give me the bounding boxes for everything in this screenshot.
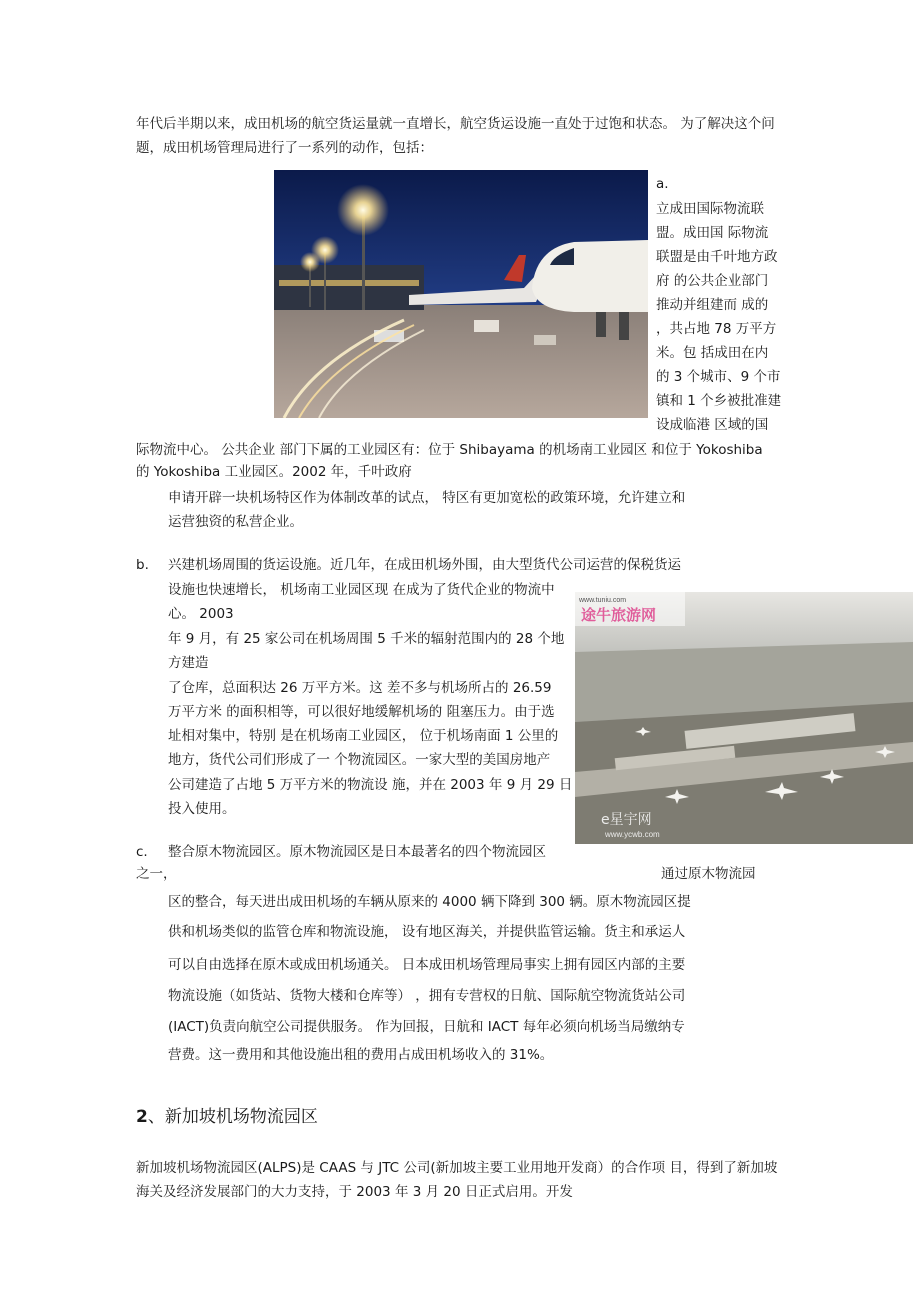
airport-night-photo: [274, 170, 648, 418]
item-b-line: 方建造: [168, 655, 209, 671]
aerial-airport-photo: [575, 592, 913, 844]
item-c-line: 营费。这一费用和其他设施出租的费用占成田机场收入的 31%。: [168, 1047, 554, 1063]
intro-line-2: 题，成田机场管理局进行了一系列的动作，包括：: [136, 140, 433, 156]
item-c-second-right: 通过原木物流园: [661, 866, 756, 882]
item-b-line: 公司建造了占地 5 万平方米的物流设 施，并在 2003 年 9 月 29 日: [168, 777, 573, 793]
item-a-side-line: 推动并组建而 成的: [656, 297, 769, 313]
item-a-indent-line: 申请开辟一块机场特区作为体制改革的试点， 特区有更加宽松的政策环境，允许建立和: [168, 490, 686, 506]
watermark-bottom: e星宇网: [601, 812, 652, 828]
item-b-marker: b.: [136, 557, 149, 573]
watermark-url-bottom: www.ycwb.com: [605, 830, 660, 839]
item-c-marker: c.: [136, 844, 148, 860]
section-number: 2: [136, 1107, 148, 1127]
item-b-line: 万平方米 的面积相等，可以很好地缓解机场的 阻塞压力。由于选: [168, 704, 555, 720]
item-a-side-line: 设成临港 区域的国: [656, 417, 769, 433]
item-a-indent-line: 运营独资的私营企业。: [168, 514, 303, 530]
item-a-side-line: 联盟是由千叶地方政: [656, 249, 778, 265]
item-c-second-left: 之一，: [136, 866, 177, 882]
item-a-side-line: 镇和 1 个乡被批准建: [656, 393, 782, 409]
item-a-full-line: 的 Yokoshiba 工业园区。2002 年，千叶政府: [136, 464, 412, 480]
item-a-side-line: 的 3 个城市、9 个市: [656, 369, 781, 385]
item-a-side-line: a.: [656, 176, 669, 192]
item-c-line: 供和机场类似的监管仓库和物流设施， 设有地区海关，并提供监管运输。货主和承运人: [168, 924, 686, 940]
section-2-line: 新加坡机场物流园区(ALPS)是 CAAS 与 JTC 公司(新加坡主要工业用地开发商）的合作项 目，得到了新加坡: [136, 1160, 778, 1176]
item-b-line: 心。 2003: [168, 606, 234, 622]
section-title: 、新加坡机场物流园区: [147, 1107, 318, 1127]
item-b-line: 地方，货代公司们形成了一 个物流园区。一家大型的美国房地产: [168, 752, 551, 768]
intro-line-1: 年代后半期以来，成田机场的航空货运量就一直增长，航空货运设施一直处于过饱和状态。 为了解决这个问: [136, 116, 775, 132]
item-c-line: 可以自由选择在原木或成田机场通关。 日本成田机场管理局事实上拥有园区内部的主要: [168, 957, 686, 973]
item-a-side-line: 府 的公共企业部门: [656, 273, 769, 289]
watermark-top: 途牛旅游网: [581, 606, 657, 624]
watermark-url-top: www.tuniu.com: [579, 597, 627, 604]
item-b-line: 了仓库，总面积达 26 万平方米。这 差不多与机场所占的 26.59: [168, 680, 552, 696]
section-2-line: 海关及经济发展部门的大力支持，于 2003 年 3 月 20 日正式启用。开发: [136, 1184, 573, 1200]
item-c-line: 物流设施（如货站、货物大楼和仓库等） ，拥有专营权的日航、国际航空物流货站公司: [168, 988, 686, 1004]
item-a-side-line: 立成田国际物流联: [656, 201, 764, 217]
item-b-line: 址相对集中，特别 是在机场南工业园区， 位于机场南面 1 公里的: [168, 728, 559, 744]
item-a-side-line: 盟。成田国 际物流: [656, 225, 769, 241]
item-a-side-line: 米。包 括成田在内: [656, 345, 769, 361]
item-b-line: 投入使用。: [168, 801, 236, 817]
item-c-first-line: 整合原木物流园区。原木物流园区是日本最著名的四个物流园区: [168, 844, 546, 860]
item-b-line: 年 9 月，有 25 家公司在机场周围 5 千米的辐射范围内的 28 个地: [168, 631, 565, 647]
item-a-full-line: 际物流中心。 公共企业 部门下属的工业园区有：位于 Shibayama 的机场南工业园区 和位于 Yokoshiba: [136, 442, 763, 458]
item-b-line: 设施也快速增长， 机场南工业园区现 在成为了货代企业的物流中: [168, 582, 555, 598]
item-b-first-line: 兴建机场周围的货运设施。近几年，在成田机场外围，由大型货代公司运营的保税货运: [168, 557, 681, 573]
item-c-line: 区的整合，每天进出成田机场的车辆从原来的 4000 辆下降到 300 辆。原木物流园区提: [168, 894, 691, 910]
item-a-side-line: ，共占地 78 万平方: [656, 321, 777, 337]
section-heading: [136, 1102, 318, 1127]
item-c-line: (IACT)负责向航空公司提供服务。 作为回报，日航和 IACT 每年必须向机场当局缴纳专: [168, 1019, 685, 1035]
